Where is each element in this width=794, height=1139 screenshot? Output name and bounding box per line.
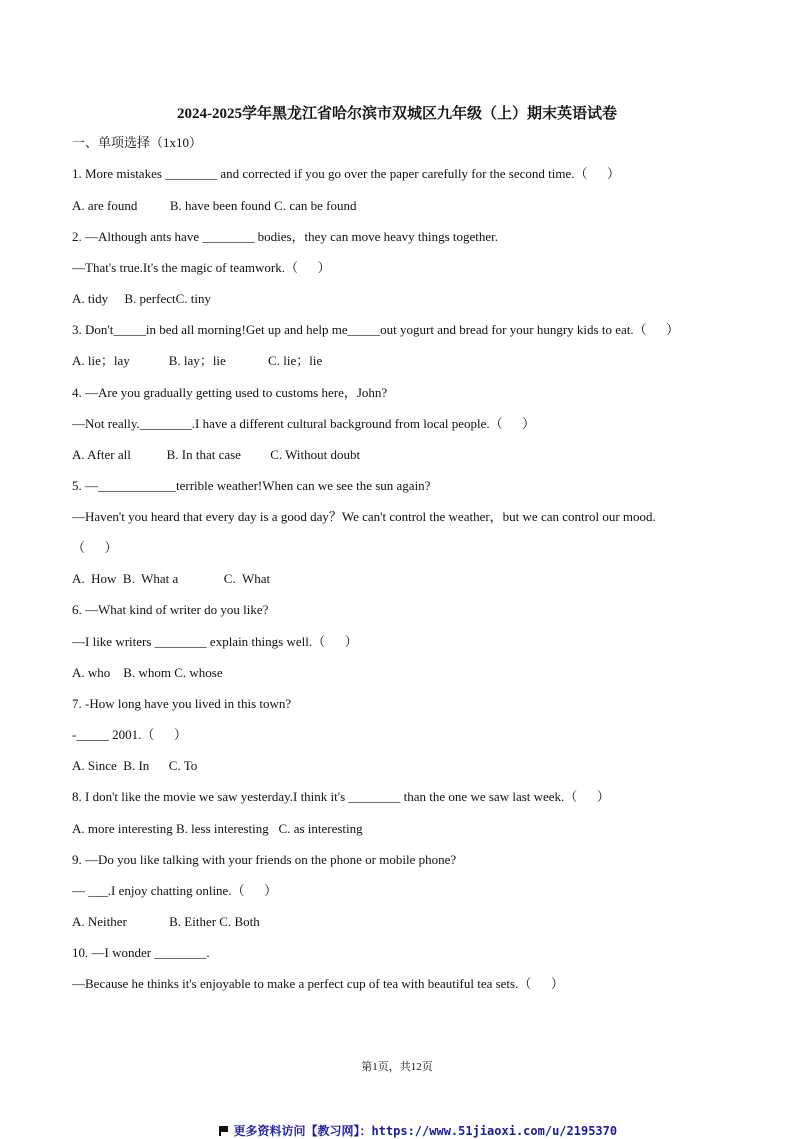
page-title: 2024-2025学年黑龙江省哈尔滨市双城区九年级（上）期末英语试卷 — [177, 106, 617, 122]
question-line: 8. I don't like the movie we saw yesterday.I think it's ________ than the one we saw last week.（ ） — [72, 789, 610, 804]
question-line: —That's true.It's the magic of teamwork.（ ） — [72, 260, 331, 275]
question-line: —I like writers ________ explain things well.（ ） — [72, 634, 358, 649]
question-line: 10. —I wonder ________. — [72, 945, 210, 960]
promo-text: 更多资料访问【教习网】：https://www.51jiaoxi.com/u/2195370 — [233, 1124, 618, 1138]
page-number: 第1页，共12页 — [361, 1061, 433, 1073]
question-line: 3. Don't_____in bed all morning!Get up and help me_____out yogurt and bread for your hungry kids to eat.（ ） — [72, 322, 680, 337]
question-line: —Not really.________.I have a different cultural background from local people.（ ） — [72, 416, 536, 431]
question-line: A. lie；lay B. lay；lie C. lie；lie — [72, 353, 323, 368]
question-line: 9. —Do you like talking with your friends on the phone or mobile phone? — [72, 852, 457, 867]
question-line: 6. —What kind of writer do you like? — [72, 602, 269, 617]
question-line: —Because he thinks it's enjoyable to make a perfect cup of tea with beautiful tea sets.（ ） — [72, 976, 564, 991]
question-line: 4. —Are you gradually getting used to customs here，John? — [72, 385, 388, 400]
question-line: -_____ 2001.（ ） — [72, 727, 187, 742]
question-line: A. Neither B. Either C. Both — [72, 914, 260, 929]
section-heading: 一、单项选择（1x10） — [72, 135, 203, 150]
question-line: A. are found B. have been found C. can be found — [72, 198, 357, 213]
question-line: 2. —Although ants have ________ bodies，they can move heavy things together. — [72, 229, 499, 244]
question-line: A. How B. What a C. What — [72, 571, 271, 586]
question-line: 5. —____________terrible weather!When can we see the sun again? — [72, 478, 431, 493]
question-line: A. Since B. In C. To — [72, 758, 198, 773]
question-line: A. more interesting B. less interesting C. as interesting — [72, 821, 363, 836]
question-line: A. tidy B. perfectC. tiny — [72, 291, 212, 306]
question-line: A. After all B. In that case C. Without doubt — [72, 447, 361, 462]
question-line: 1. More mistakes ________ and corrected if you go over the paper carefully for the second time.（ ） — [72, 166, 620, 181]
flag-icon — [219, 1126, 229, 1136]
question-line: （ ） — [72, 540, 118, 555]
question-line: —Haven't you heard that every day is a good day？We can't control the weather，but we can control our mood. — [72, 509, 656, 524]
question-line: A. who B. whom C. whose — [72, 665, 223, 680]
question-line: 7. -How long have you lived in this town? — [72, 696, 292, 711]
question-line: — ___.I enjoy chatting online.（ ） — [72, 883, 278, 898]
